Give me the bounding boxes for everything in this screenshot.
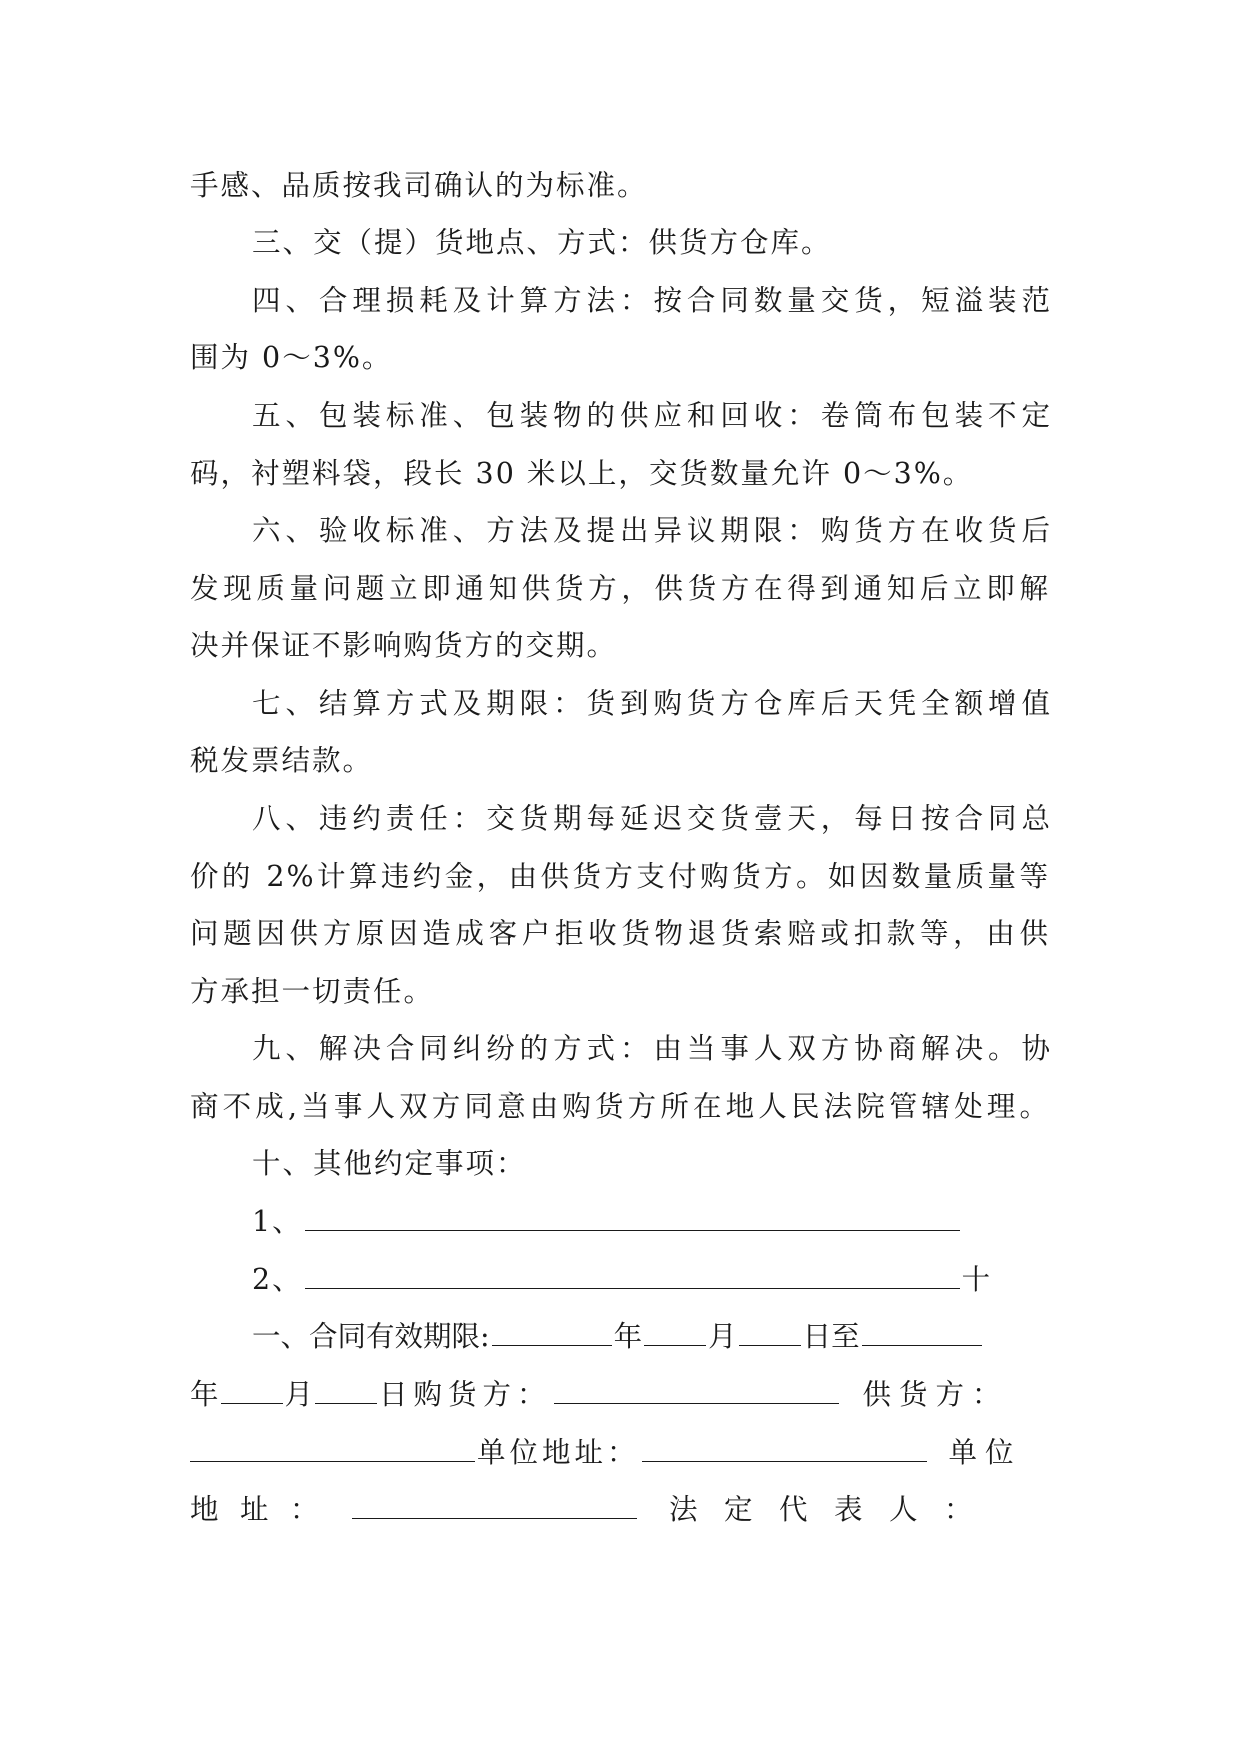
text-line: 码，衬塑料袋，段长 30 米以上，交货数量允许 0～3%。 <box>190 457 974 490</box>
text-line: 决并保证不影响购货方的交期。 <box>190 629 618 662</box>
text-line: 发现质量问题立即通知供货方，供货方在得到通知后立即解 <box>190 572 1050 605</box>
supplier-blank[interactable] <box>190 1431 475 1462</box>
address-char: 址 <box>240 1493 269 1526</box>
text-line: 十、其他约定事项： <box>252 1147 527 1180</box>
address-legal-line <box>190 1488 1050 1532</box>
buyer-supplier-line <box>190 1373 1050 1417</box>
text-line: 手感、品质按我司确认的为标准。 <box>190 169 648 202</box>
text-line: 八、违约责任：交货期每延迟交货壹天，每日按合同总 <box>252 802 1052 835</box>
unit-address-label: 单位地址： <box>477 1436 640 1469</box>
text-line: 三、交（提）货地点、方式：供货方仓库。 <box>252 226 832 259</box>
item-number: 1、 <box>252 1205 303 1238</box>
unit-label: 单位 <box>948 1436 1022 1469</box>
legal-rep-char: 代 <box>779 1493 808 1526</box>
text-fragment: 十 <box>961 1263 993 1296</box>
address-blank[interactable] <box>352 1488 637 1519</box>
fill-in-blank[interactable] <box>305 1258 960 1289</box>
validity-line <box>252 1315 1052 1359</box>
text-line: 围为 0～3%。 <box>190 341 393 374</box>
text-line: 价的 2%计算违约金，由供货方支付购货方。如因数量质量等 <box>190 860 1050 893</box>
unit-address-blank[interactable] <box>642 1431 927 1462</box>
buyer-label: 日购货方： <box>379 1378 552 1411</box>
day-blank[interactable] <box>315 1373 377 1404</box>
legal-rep-char: 人 <box>889 1493 918 1526</box>
legal-rep-char: 表 <box>834 1493 863 1526</box>
other-item-2 <box>252 1258 1052 1302</box>
text-line: 税发票结款。 <box>190 744 374 777</box>
text-line: 六、验收标准、方法及提出异议期限：购货方在收货后 <box>252 514 1052 547</box>
text-line: 问题因供方原因造成客户拒收货物退货索赔或扣款等，由供 <box>190 917 1050 950</box>
supplier-label: 供货方： <box>862 1378 1009 1411</box>
address-char: 地 <box>190 1493 219 1526</box>
text-line: 商不成,当事人双方同意由购货方所在地人民法院管辖处理。 <box>190 1090 1050 1123</box>
month-label: 月 <box>284 1378 314 1411</box>
end-year-blank[interactable] <box>862 1315 982 1346</box>
text-line: 七、结算方式及期限：货到购货方仓库后天凭全额增值 <box>252 687 1052 720</box>
day-to-label: 日至 <box>802 1320 860 1353</box>
fill-in-blank[interactable] <box>305 1200 960 1231</box>
month-label: 月 <box>708 1320 737 1353</box>
year-blank[interactable] <box>492 1315 612 1346</box>
text-line: 九、解决合同纠纷的方式：由当事人双方协商解决。协 <box>252 1032 1052 1065</box>
text-line: 四、合理损耗及计算方法：按合同数量交货，短溢装范 <box>252 284 1052 317</box>
item-number: 2、 <box>252 1263 303 1296</box>
legal-rep-char: 法 <box>669 1493 698 1526</box>
buyer-blank[interactable] <box>554 1373 839 1404</box>
month-blank[interactable] <box>221 1373 283 1404</box>
year-label: 年 <box>613 1320 643 1353</box>
day-blank[interactable] <box>739 1315 801 1346</box>
other-item-1 <box>252 1200 1052 1244</box>
month-blank[interactable] <box>644 1315 706 1346</box>
year-label: 年 <box>190 1378 219 1411</box>
legal-rep-char: ： <box>944 1493 973 1526</box>
address-char: ： <box>290 1493 319 1526</box>
text-line: 五、包装标准、包装物的供应和回收：卷筒布包装不定 <box>252 399 1052 432</box>
legal-rep-char: 定 <box>724 1493 753 1526</box>
validity-label: 一、合同有效期限: <box>252 1320 490 1353</box>
text-line: 方承担一切责任。 <box>190 975 435 1008</box>
unit-address-line <box>190 1431 1050 1475</box>
